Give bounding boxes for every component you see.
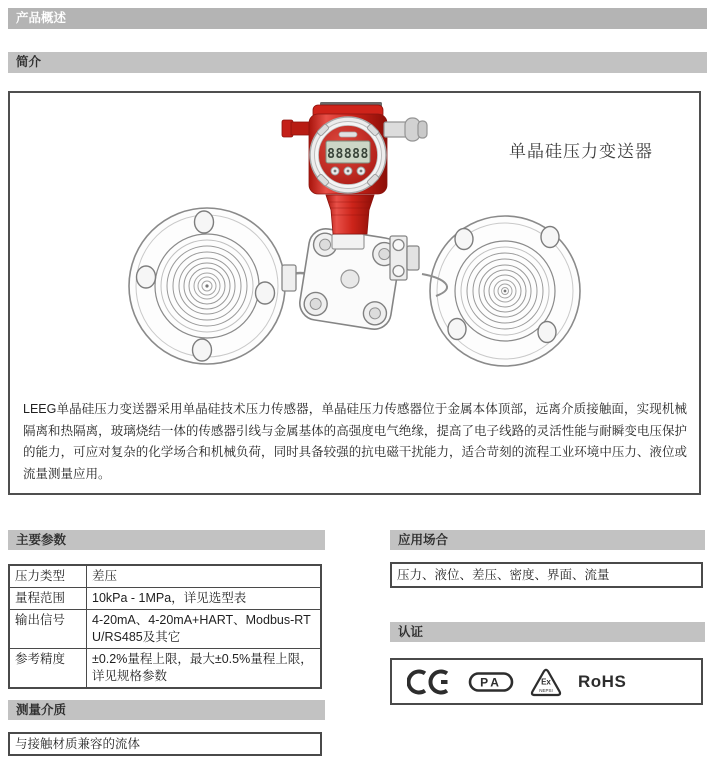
svg-text:PA: PA	[480, 675, 502, 689]
red-neck	[326, 195, 374, 234]
param-label: 输出信号	[9, 610, 87, 649]
product-title: 单晶硅压力变送器	[509, 142, 653, 161]
section-header-product-overview: 产品概述	[8, 8, 707, 29]
table-row	[9, 565, 321, 588]
param-label: 参考精度	[9, 649, 87, 689]
param-label: 压力类型	[9, 565, 87, 588]
housing-buttons	[331, 167, 365, 175]
ce-mark-icon	[407, 668, 453, 696]
section-header-applications: 应用场合	[390, 530, 705, 550]
intro-box	[8, 91, 701, 495]
table-row	[9, 588, 321, 610]
right-flange	[430, 216, 580, 366]
certification-box	[390, 658, 703, 705]
param-value: 差压	[87, 565, 322, 588]
left-adapter	[282, 265, 296, 291]
lcd-digits: 88888	[327, 147, 369, 162]
product-description: LEEG单晶硅压力变送器采用单晶硅技术压力传感器，单晶硅压力传感器位于金属本体顶部，远离介质接触面，实现机械隔离和热隔离，玻璃烧结一体的传感器引线与金属基体的高强度电气绝缘，提高了电子线路的灵活性能与耐瞬变电压保护的能力，可应对复杂的化学场合和机械负荷，同时具备较强的抗电磁干扰能力，适合苛刻的流程工业环境中压力、液位或流量测量应用。	[23, 402, 687, 481]
table-row	[9, 610, 321, 649]
param-label: 量程范围	[9, 588, 87, 610]
cable-gland	[384, 118, 427, 141]
section-header-main-params: 主要参数	[8, 530, 325, 550]
electronics-housing	[282, 102, 427, 194]
param-value: 10kPa - 1MPa，详见选型表	[87, 588, 322, 610]
table-row	[9, 649, 321, 689]
medium-value-box: 与接触材质兼容的流体	[8, 732, 322, 756]
main-params-table	[8, 564, 322, 689]
ex-nepsi-mark-icon	[529, 667, 563, 697]
rohs-mark: RoHS	[578, 671, 627, 691]
section-header-intro: 简介	[8, 52, 707, 73]
process-adapter	[390, 236, 419, 280]
section-header-certification: 认证	[390, 622, 705, 642]
cpa-mark-icon	[468, 668, 514, 696]
svg-text:Ex: Ex	[541, 677, 551, 686]
neck-spacer	[332, 234, 364, 249]
param-value: 4-20mA、4-20mA+HART、Modbus-RTU/RS485及其它	[87, 610, 322, 649]
param-value: ±0.2%量程上限，最大±0.5%量程上限，详见规格参数	[87, 649, 322, 689]
left-flange	[129, 208, 285, 364]
svg-text:NEPSI: NEPSI	[539, 687, 553, 693]
section-header-medium: 测量介质	[8, 700, 325, 720]
applications-value-box: 压力、液位、差压、密度、界面、流量	[390, 562, 703, 588]
